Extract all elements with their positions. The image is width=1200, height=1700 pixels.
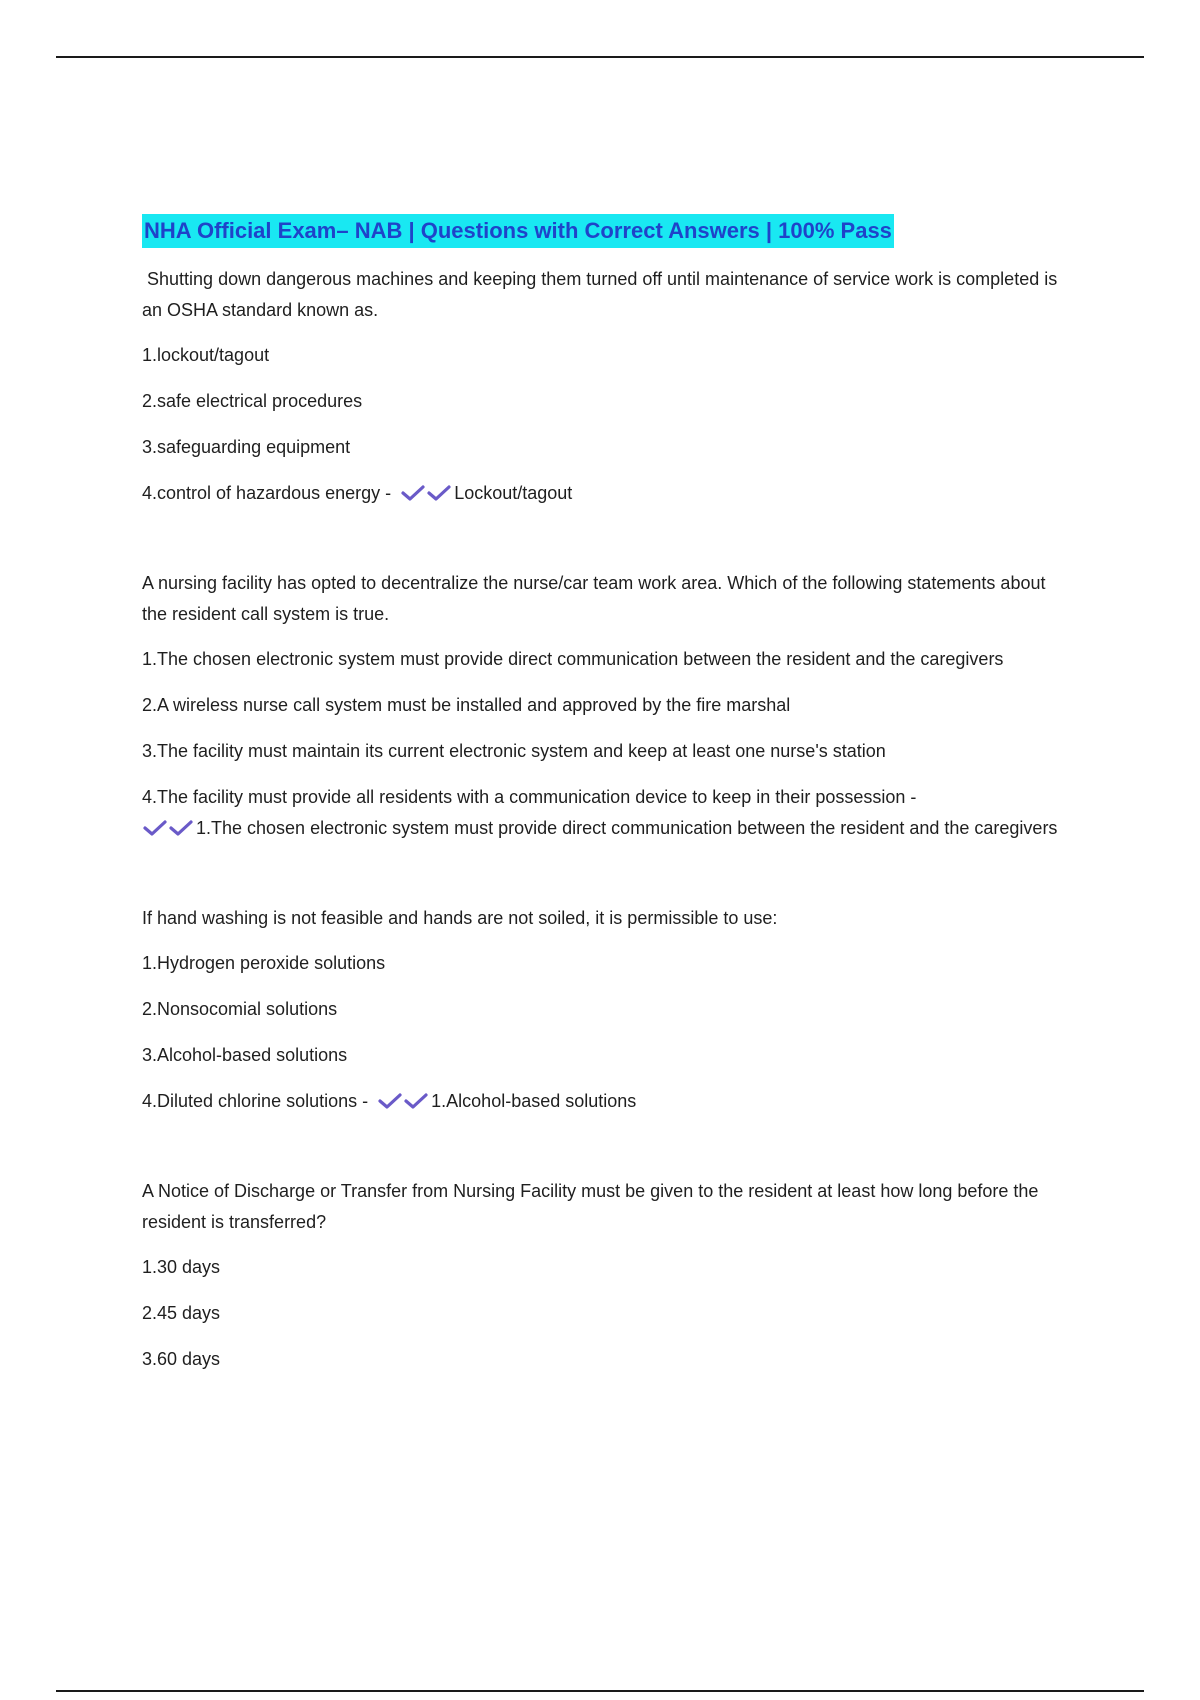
option-item-with-answer — [142, 478, 1072, 512]
question-block — [142, 903, 1072, 1120]
question-block — [142, 264, 1072, 512]
option-item: 1.Hydrogen peroxide solutions — [142, 953, 386, 973]
option-item: 2.safe electrical procedures — [142, 391, 363, 411]
option-text: 4.Diluted chlorine solutions — [142, 1091, 358, 1111]
question-text: A nursing facility has opted to decentralize the nurse/car team work area. Which of the following statements about the resident call system is true. — [142, 573, 1046, 624]
checkmark-icon — [168, 819, 194, 837]
option-item: 1.The chosen electronic system must provide direct communication between the resident and the caregivers — [142, 649, 1004, 669]
answer-separator: - — [362, 1091, 369, 1111]
answer-checkmarks — [377, 1089, 429, 1120]
question-block — [142, 568, 1072, 847]
option-item: 1.30 days — [142, 1257, 221, 1277]
answer-checkmarks — [400, 481, 452, 512]
option-item-with-answer — [142, 1086, 1072, 1120]
header-rule — [56, 56, 1144, 58]
question-block — [142, 1176, 1072, 1375]
checkmark-icon — [403, 1092, 429, 1110]
question-text: If hand washing is not feasible and hands are not soiled, it is permissible to use: — [142, 908, 778, 928]
option-item: 2.Nonsocomial solutions — [142, 999, 338, 1019]
question-text: Shutting down dangerous machines and keeping them turned off until maintenance of service work is completed is an OSHA standard known as. — [142, 269, 1063, 320]
option-item-with-answer — [142, 782, 1072, 847]
option-item: 3.Alcohol-based solutions — [142, 1045, 348, 1065]
option-item: 2.45 days — [142, 1303, 221, 1323]
option-item: 3.safeguarding equipment — [142, 437, 351, 457]
option-text: 4.control of hazardous energy — [142, 483, 381, 503]
checkmark-icon — [377, 1092, 403, 1110]
answer-checkmarks — [142, 816, 194, 847]
footer-rule — [56, 1690, 1144, 1692]
document-body — [142, 214, 1072, 1390]
answer-separator: - — [385, 483, 392, 503]
checkmark-icon — [142, 819, 168, 837]
option-item: 3.60 days — [142, 1349, 221, 1369]
document-title: NHA Official Exam– NAB | Questions with Correct Answers | 100% Pass — [142, 214, 894, 248]
checkmark-icon — [426, 484, 452, 502]
correct-answer: Lockout/tagout — [454, 483, 573, 503]
option-item: 1.lockout/tagout — [142, 345, 270, 365]
correct-answer: 1.The chosen electronic system must provide direct communication between the resident and the caregivers — [196, 818, 1058, 838]
option-item: 3.The facility must maintain its current electronic system and keep at least one nurse's station — [142, 741, 886, 761]
question-text: A Notice of Discharge or Transfer from Nursing Facility must be given to the resident at least how long before the resident is transferred? — [142, 1181, 1039, 1232]
option-item: 2.A wireless nurse call system must be installed and approved by the fire marshal — [142, 695, 791, 715]
option-text: 4.The facility must provide all residents with a communication device to keep in their possession — [142, 787, 906, 807]
answer-separator: - — [910, 787, 917, 807]
checkmark-icon — [400, 484, 426, 502]
correct-answer: 1.Alcohol-based solutions — [431, 1091, 637, 1111]
